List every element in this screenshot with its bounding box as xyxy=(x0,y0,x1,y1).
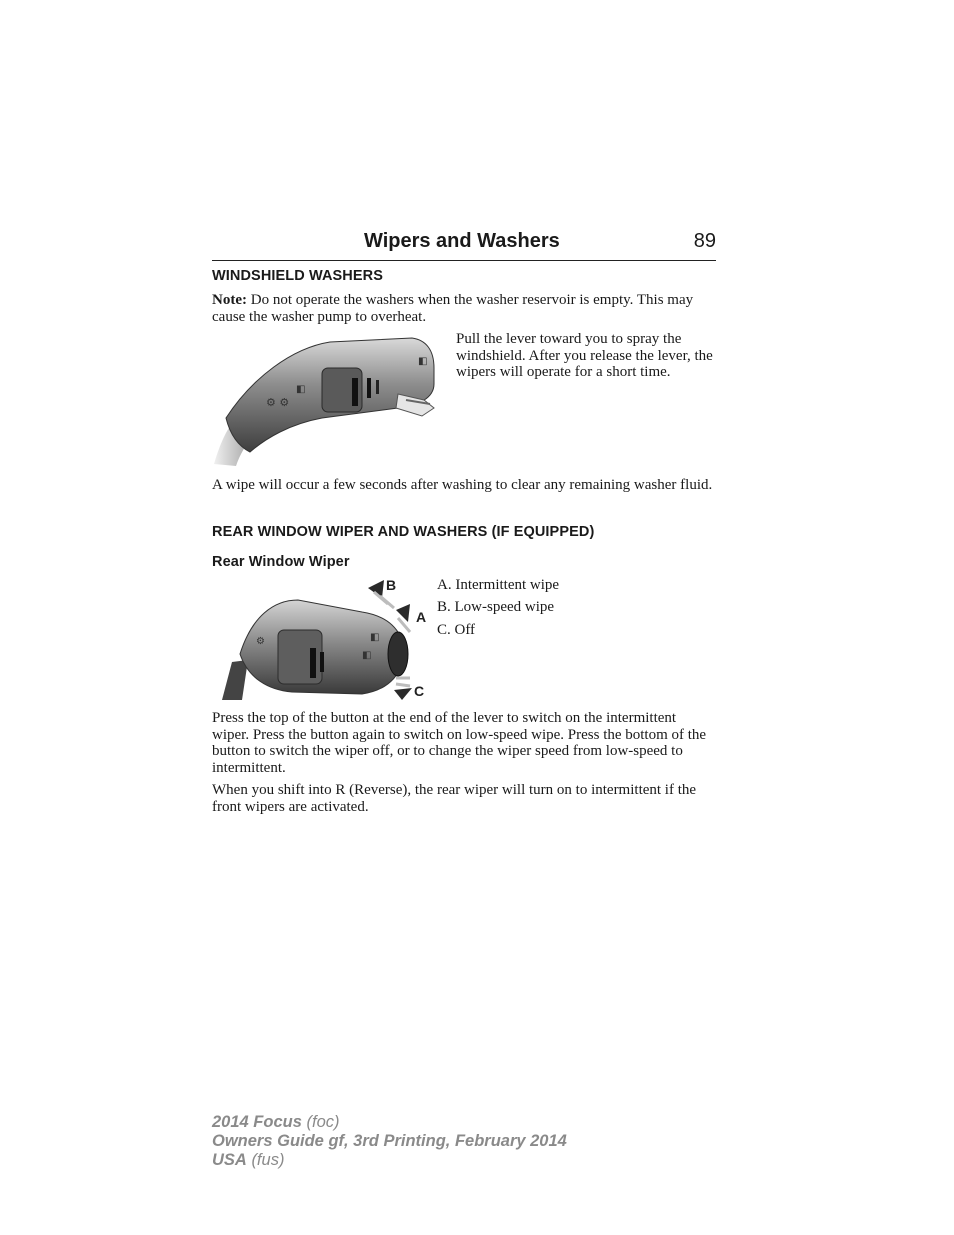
svg-text:◧: ◧ xyxy=(296,384,306,395)
page-header xyxy=(212,230,716,261)
note-text: Do not operate the washers when the washer reservoir is empty. This may cause the washer pump to overheat. xyxy=(212,292,694,325)
footer-guide-line xyxy=(212,1132,567,1151)
footer-guide: Owners Guide gf, 3rd Printing, February 2014 xyxy=(212,1132,567,1150)
note-paragraph xyxy=(212,292,716,325)
subheading-rear-window-wiper: Rear Window Wiper xyxy=(212,554,350,570)
footer-model-code: (foc) xyxy=(306,1113,340,1131)
footer-region-code: (fus) xyxy=(251,1151,285,1169)
footer-region-line xyxy=(212,1151,567,1170)
washer-lever-illustration xyxy=(212,334,448,466)
figure-label-a: A xyxy=(416,609,427,625)
rear-wiper-paragraph-2: When you shift into R (Reverse), the rear wiper will turn on to intermittent if the front wipers are activated. xyxy=(212,782,697,815)
washer-figure-caption: Pull the lever toward you to spray the windshield. After you release the lever, the wipers will operate for a short time. xyxy=(456,331,713,380)
svg-text:◧: ◧ xyxy=(370,632,380,643)
footer-region: USA xyxy=(212,1151,247,1169)
figure-label-c: C xyxy=(414,683,425,699)
legend-item: B. Low-speed wipe xyxy=(437,599,555,615)
rear-wiper-lever-illustration xyxy=(212,574,432,706)
figure-label-b: B xyxy=(386,577,397,593)
page-footer xyxy=(212,1113,567,1170)
svg-text:◧: ◧ xyxy=(418,356,428,367)
rear-wiper-paragraph-1: Press the top of the button at the end of the lever to switch on the intermittent wiper. Press the button again to switch on low-speed wipe. Press the bottom of the button to switch the wiper off, or to change the wiper speed from low-speed to intermittent. xyxy=(212,710,707,776)
footer-model: 2014 Focus xyxy=(212,1113,302,1131)
svg-text:⚙: ⚙ xyxy=(256,636,265,647)
legend-item: A. Intermittent wipe xyxy=(437,577,560,593)
footer-model-line xyxy=(212,1113,567,1132)
section-heading-windshield-washers: WINDSHIELD WASHERS xyxy=(212,268,383,284)
page-title: Wipers and Washers xyxy=(364,230,560,252)
svg-text:⚙ ⚙: ⚙ ⚙ xyxy=(266,396,290,409)
page-number: 89 xyxy=(693,230,716,252)
note-label: Note: xyxy=(212,292,247,308)
legend-item: C. Off xyxy=(437,622,476,638)
after-wash-paragraph: A wipe will occur a few seconds after washing to clear any remaining washer fluid. xyxy=(212,477,713,493)
section-heading-rear-wiper: REAR WINDOW WIPER AND WASHERS (IF EQUIPPED) xyxy=(212,524,595,540)
svg-text:◧: ◧ xyxy=(362,650,372,661)
